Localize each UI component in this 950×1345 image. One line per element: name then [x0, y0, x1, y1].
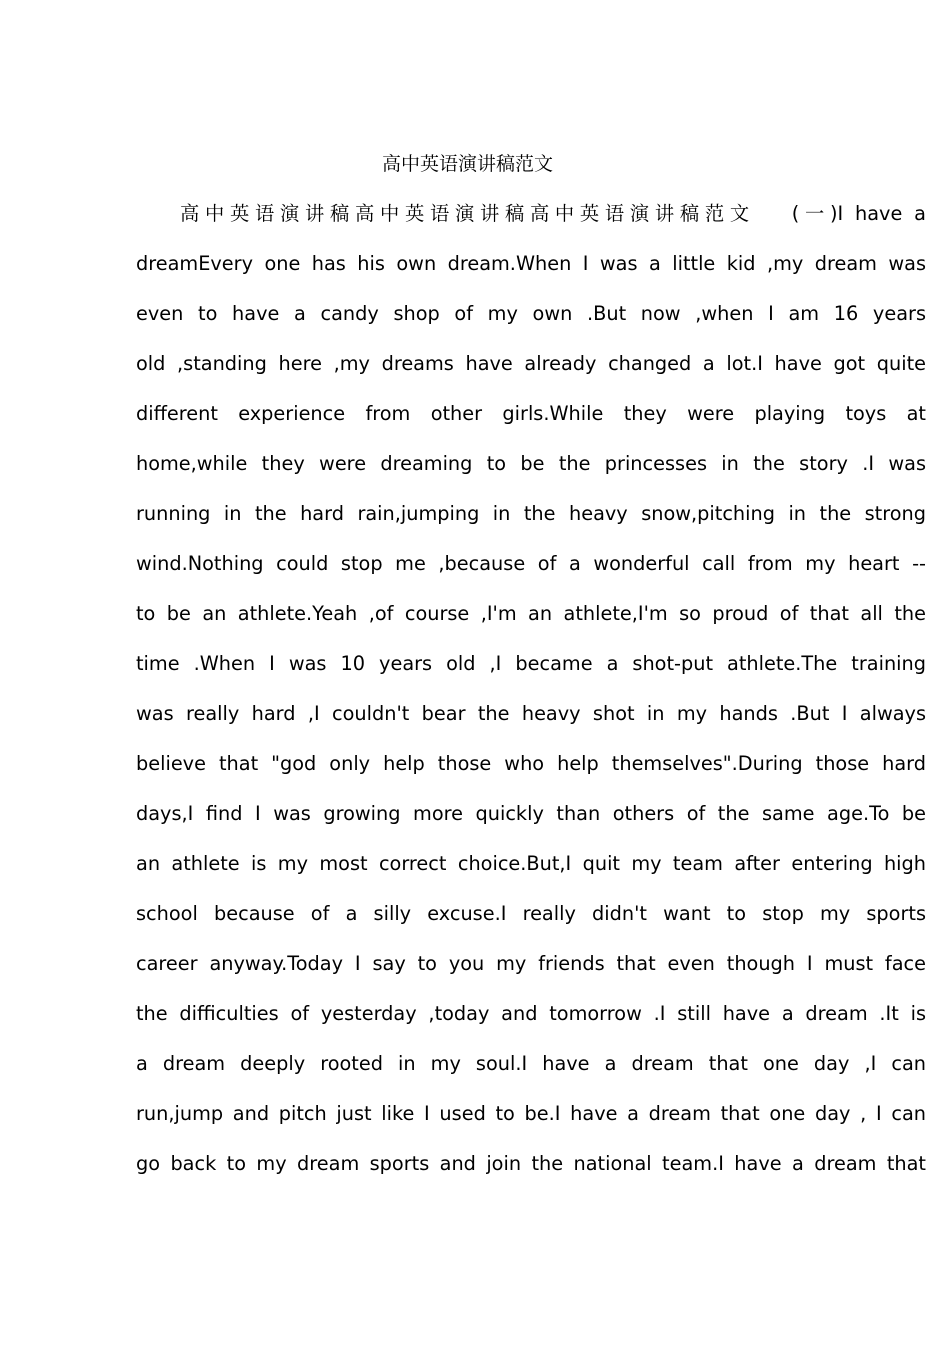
body-line: go back to my dream sports and join the national team.I have a dream that: [136, 1152, 926, 1175]
body-line: old ,standing here ,my dreams have already changed a lot.I have got quite: [136, 352, 926, 375]
body-line: career anyway.Today I say to you my friends that even though I must face: [136, 952, 926, 975]
body-line: even to have a candy shop of my own .But now ,when I am 16 years: [136, 302, 926, 325]
body-line: believe that "god only help those who help themselves".During those hard: [136, 752, 926, 775]
body-line: wind.Nothing could stop me ,because of a wonderful call from my heart --: [136, 552, 926, 575]
body-line: was really hard ,I couldn't bear the heavy shot in my hands .But I always: [136, 702, 926, 725]
body-line: school because of a silly excuse.I really didn't want to stop my sports: [136, 902, 926, 925]
body-line: dreamEvery one has his own dream.When I was a little kid ,my dream was: [136, 252, 926, 275]
document-title: 高中英语演讲稿范文: [381, 153, 553, 175]
body-line: to be an athlete.Yeah ,of course ,I'm an athlete,I'm so proud of that all the: [136, 602, 926, 625]
body-line: a dream deeply rooted in my soul.I have a dream that one day ,I can: [136, 1052, 926, 1075]
body-line: an athlete is my most correct choice.But,I quit my team after entering high: [136, 852, 926, 875]
body-line: run,jump and pitch just like I used to be.I have a dream that one day , I can: [136, 1102, 926, 1125]
document-body: [136, 200, 926, 1200]
body-line: 高中英语演讲稿高中英语演讲稿高中英语演讲稿范文 (一)I have a: [180, 202, 926, 225]
body-line: days,I find I was growing more quickly than others of the same age.To be: [136, 802, 926, 825]
body-line: the difficulties of yesterday ,today and tomorrow .I still have a dream .It is: [136, 1002, 926, 1025]
body-line: home,while they were dreaming to be the princesses in the story .I was: [136, 452, 926, 475]
body-line: time .When I was 10 years old ,I became a shot-put athlete.The training: [136, 652, 926, 675]
body-line: different experience from other girls.While they were playing toys at: [136, 402, 926, 425]
body-line: running in the hard rain,jumping in the heavy snow,pitching in the strong: [136, 502, 926, 525]
